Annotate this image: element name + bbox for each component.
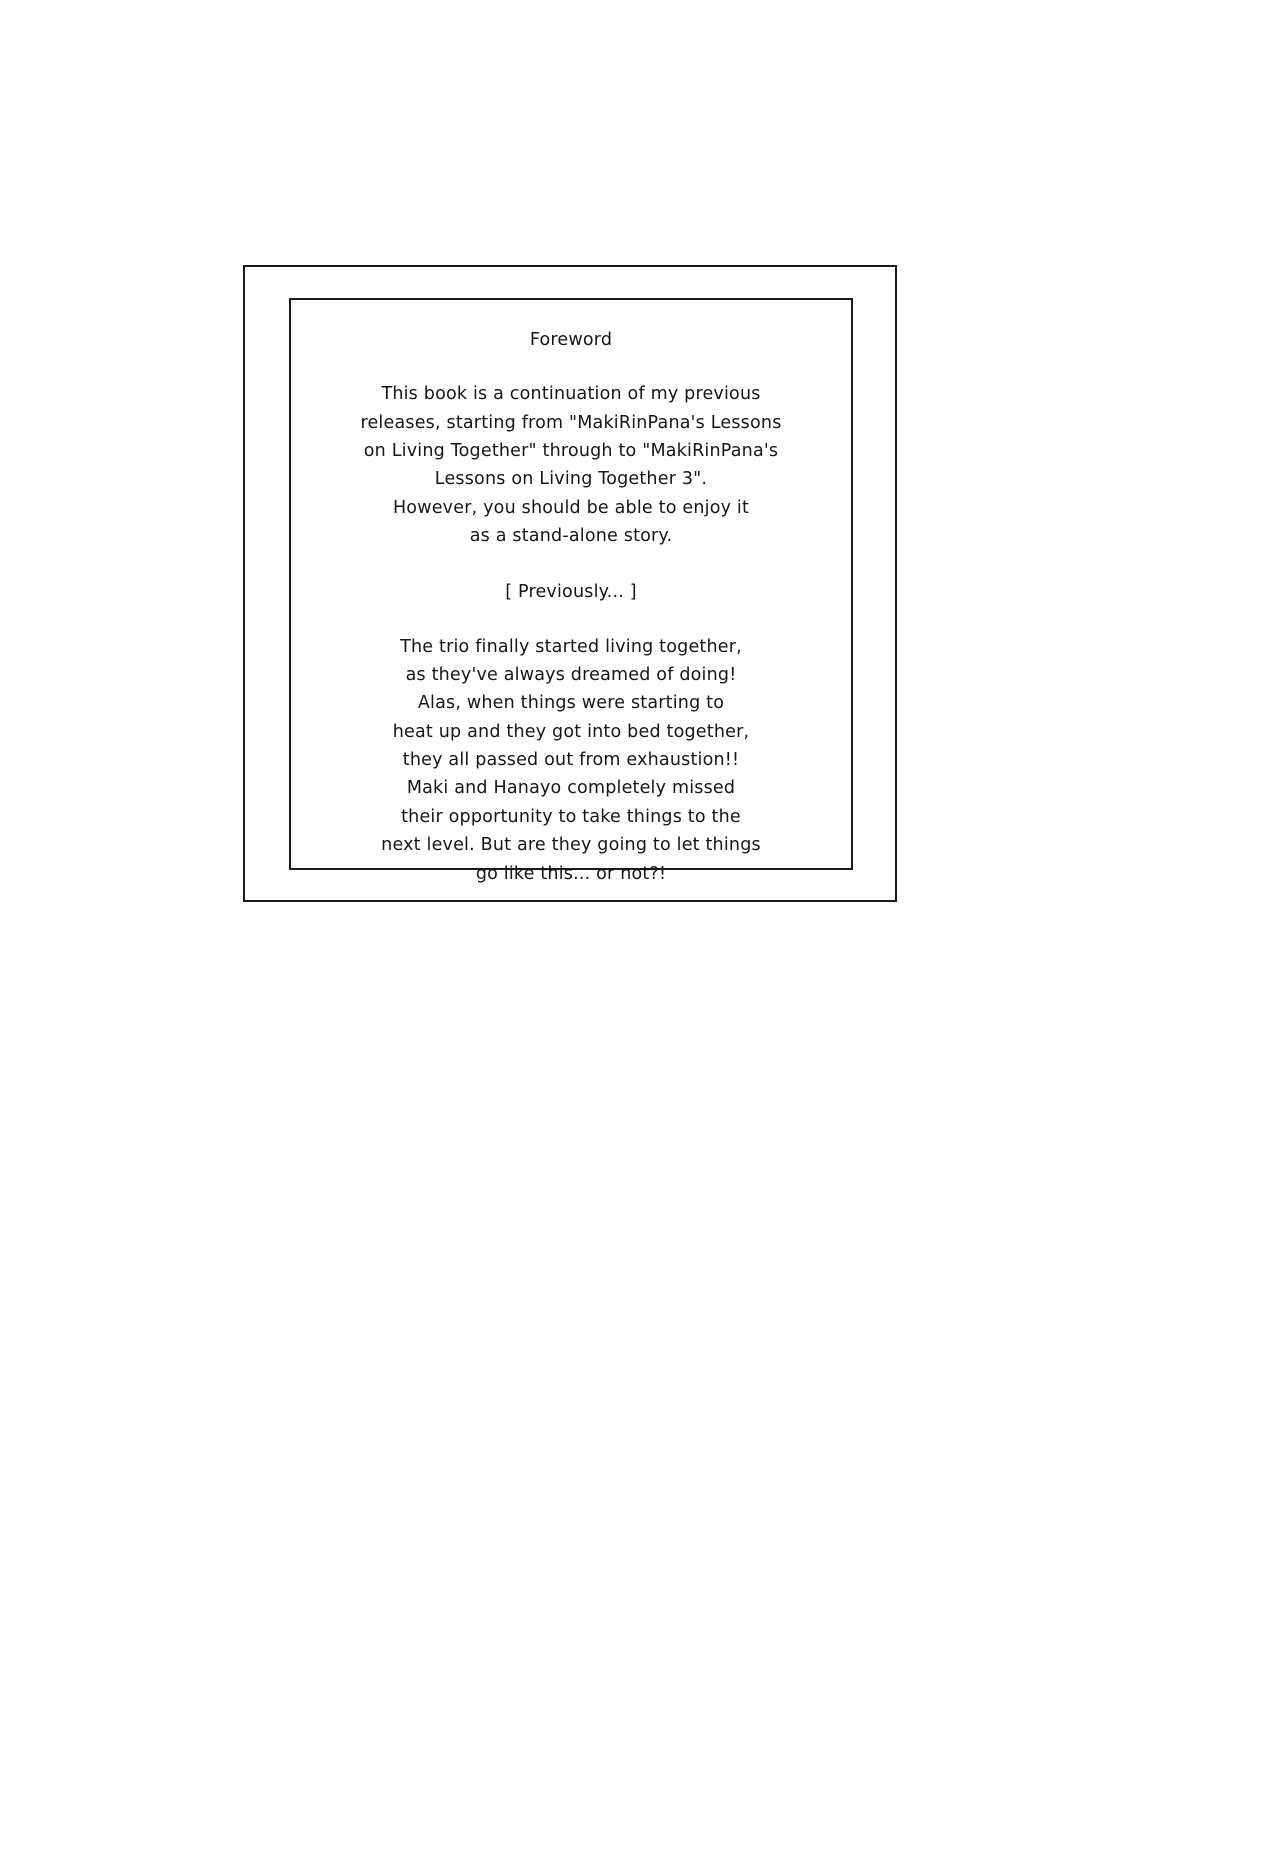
intro-line: releases, starting from "MakiRinPana's Lessons [360,412,782,433]
summary-line: next level. But are they going to let things [381,835,761,856]
intro-line: as a stand-alone story. [469,526,673,547]
intro-line: However, you should be able to enjoy it [392,497,750,518]
foreword-summary-paragraph [291,633,851,888]
summary-line: go like this... or not?! [475,863,667,884]
summary-line: Alas, when things were starting to [417,693,725,714]
summary-line: their opportunity to take things to the [401,806,741,827]
summary-line: The trio finally started living together, [400,636,742,657]
foreword-inner-frame [289,298,853,884]
summary-line: heat up and they got into bed together, [392,721,750,742]
previously-label: [ Previously... ] [505,582,637,603]
intro-line: Lessons on Living Together 3". [434,469,708,490]
foreword-heading: Foreword [529,330,613,350]
intro-line: This book is a continuation of my previous [381,384,761,405]
summary-line: Maki and Hanayo completely missed [406,778,736,799]
summary-line: they all passed out from exhaustion!! [402,750,740,771]
summary-line: as they've always dreamed of doing! [405,665,737,686]
foreword-outer-frame [243,265,897,902]
foreword-intro-paragraph [291,380,851,550]
intro-line: on Living Together" through to "MakiRinPana's [363,441,779,462]
